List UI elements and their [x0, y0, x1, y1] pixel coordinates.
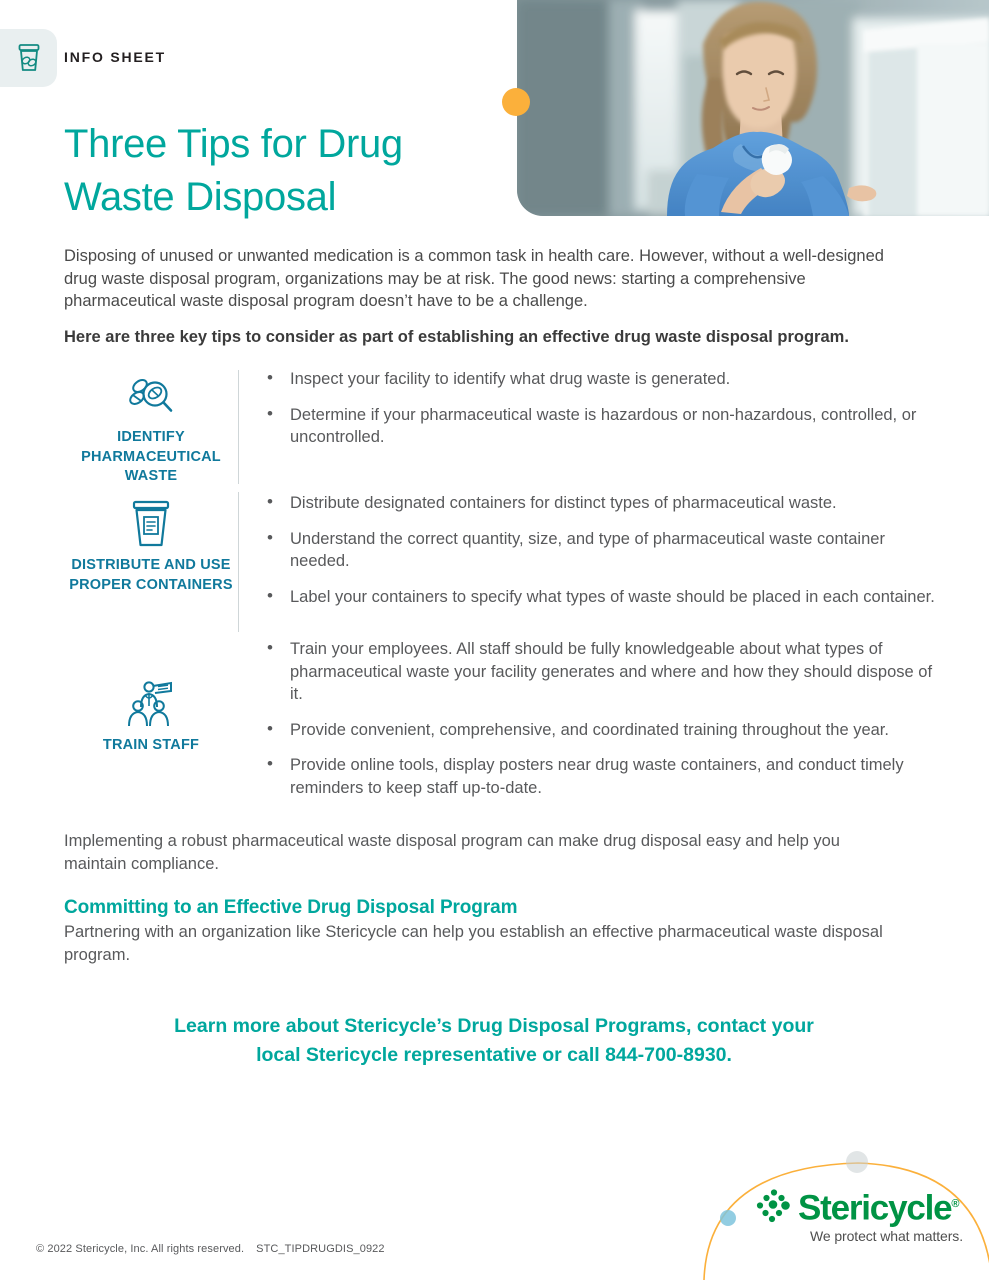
tip-section-containers [64, 488, 944, 636]
tip-1-label: IDENTIFY PHARMACEUTICAL WASTE [81, 429, 221, 484]
list-item: • Inspect your facility to identify what drug waste is generated. [265, 368, 944, 391]
tip-2-bullets [239, 488, 944, 608]
cta-line-2: local Stericycle representative or call 844-700-8930. [256, 1044, 732, 1066]
closing-subhead: Committing to an Effective Drug Disposal Program [64, 897, 518, 918]
tip-2-left [64, 488, 238, 595]
list-item: • Determine if your pharmaceutical waste is hazardous or non-hazardous, controlled, or uncontrolled. [265, 404, 944, 449]
hero-image [517, 0, 989, 216]
tip-1-left [64, 366, 238, 487]
list-item: • Distribute designated containers for distinct types of pharmaceutical waste. [265, 492, 944, 515]
logo-word-text: Stericycle [798, 1188, 952, 1228]
copyright-line [36, 1243, 385, 1255]
list-item: • Train your employees. All staff should be fully knowledgeable about what types of pharmaceutical waste your facility generates and where and how they should dispose of it. [265, 638, 944, 706]
tip-1-bullets [239, 366, 944, 449]
document-code: STC_TIPDRUGDIS_0922 [256, 1243, 385, 1255]
magnifier-over-pills-icon [126, 370, 176, 422]
stericycle-dots-icon [755, 1187, 793, 1225]
cta-block [94, 1012, 894, 1070]
closing-subcopy: Partnering with an organization like Stericycle can help you establish an effective pharmaceutical waste disposal program. [64, 923, 883, 964]
stericycle-wordmark [798, 1186, 958, 1227]
labeled-waste-container-icon [130, 498, 172, 550]
trainer-presenting-to-staff-icon [125, 678, 177, 730]
tip-3-left [64, 636, 238, 756]
stericycle-tagline: We protect what matters. [810, 1227, 963, 1244]
pill-container-icon [16, 43, 42, 73]
intro-lead: Here are three key tips to consider as part of establishing an effective drug waste disposal program. [64, 328, 849, 346]
hero-illustration [517, 0, 989, 216]
info-sheet-kicker: INFO SHEET [64, 49, 167, 65]
stericycle-logo [755, 1186, 965, 1244]
arc-dot-gray [846, 1151, 868, 1173]
list-item: • Provide online tools, display posters near drug waste containers, and conduct timely reminders to keep staff up-to-date. [265, 754, 944, 799]
registered-mark: ® [951, 1198, 959, 1210]
page-title: Three Tips for Drug Waste Disposal [64, 122, 403, 219]
tips-list [64, 366, 944, 797]
tip-3-bullets [239, 636, 944, 799]
cta-line-1: Learn more about Stericycle’s Drug Disposal Programs, contact your [174, 1015, 814, 1037]
copyright-text: © 2022 Stericycle, Inc. All rights reserved. [36, 1243, 245, 1255]
intro-paragraph: Disposing of unused or unwanted medication is a common task in health care. However, without a well-designed drug waste disposal program, organizations may be at risk. The good news: starting a comprehensive pharmaceutical waste disposal program doesn’t have to be a challenge. [64, 247, 884, 310]
tip-section-identify [64, 366, 944, 488]
list-item: • Provide convenient, comprehensive, and coordinated training throughout the year. [265, 719, 944, 742]
hero-accent-dot [502, 88, 530, 116]
list-item: • Label your containers to specify what types of waste should be placed in each container. [265, 586, 944, 609]
tip-3-label: TRAIN STAFF [102, 737, 200, 753]
info-sheet-badge [0, 29, 57, 87]
tip-2-label: DISTRIBUTE AND USE PROPER CONTAINERS [69, 557, 233, 593]
list-item: • Understand the correct quantity, size, and type of pharmaceutical waste container needed. [265, 528, 944, 573]
arc-dot-blue [720, 1210, 736, 1226]
closing-paragraph: Implementing a robust pharmaceutical waste disposal program can make drug disposal easy and help you maintain compliance. [64, 832, 840, 873]
